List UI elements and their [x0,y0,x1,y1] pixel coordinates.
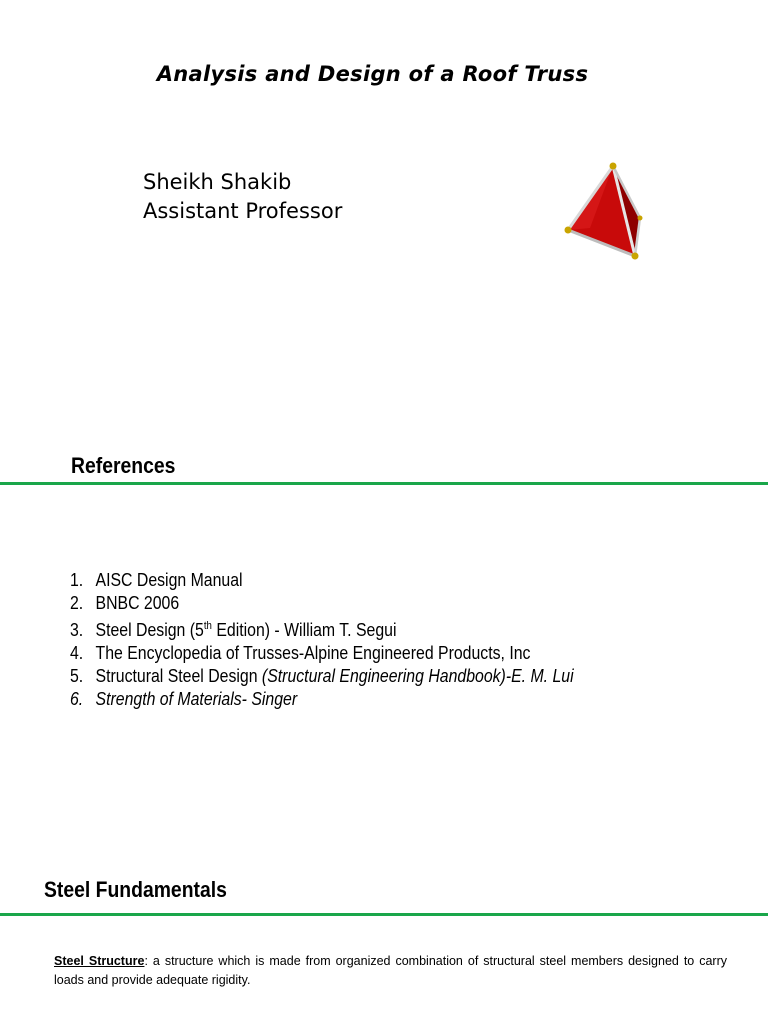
reference-item-6: 6. Strength of Materials- Singer [70,689,298,709]
references-heading: References [71,453,176,478]
author-role: Assistant Professor [143,199,343,223]
definition-term: Steel Structure [54,954,145,968]
reference-item-2: 2. BNBC 2006 [70,593,180,613]
red-tetrahedron-icon [560,158,650,264]
author-block [143,168,342,226]
definition-text: : a structure which is made from organized combination of structural steel members designed to carry loads and provide adequate rigidity. [54,954,728,987]
reference-item-1: 1. AISC Design Manual [70,570,243,590]
divider-rule [0,913,768,916]
author-name: Sheikh Shakib [143,170,292,194]
reference-list [70,569,642,711]
reference-item-3: 3. Steel Design (5th Edition) - William T. Segui [70,620,397,640]
steel-fundamentals-heading: Steel Fundamentals [44,877,227,902]
reference-item-4: 4. The Encyclopedia of Trusses-Alpine Engineered Products, Inc [70,643,531,663]
divider-rule [0,482,768,485]
slide-title: Analysis and Design of a Roof Truss [156,62,589,86]
reference-item-5: 5. Structural Steel Design (Structural Engineering Handbook)-E. M. Lui [70,666,574,686]
steel-structure-definition [54,952,727,990]
